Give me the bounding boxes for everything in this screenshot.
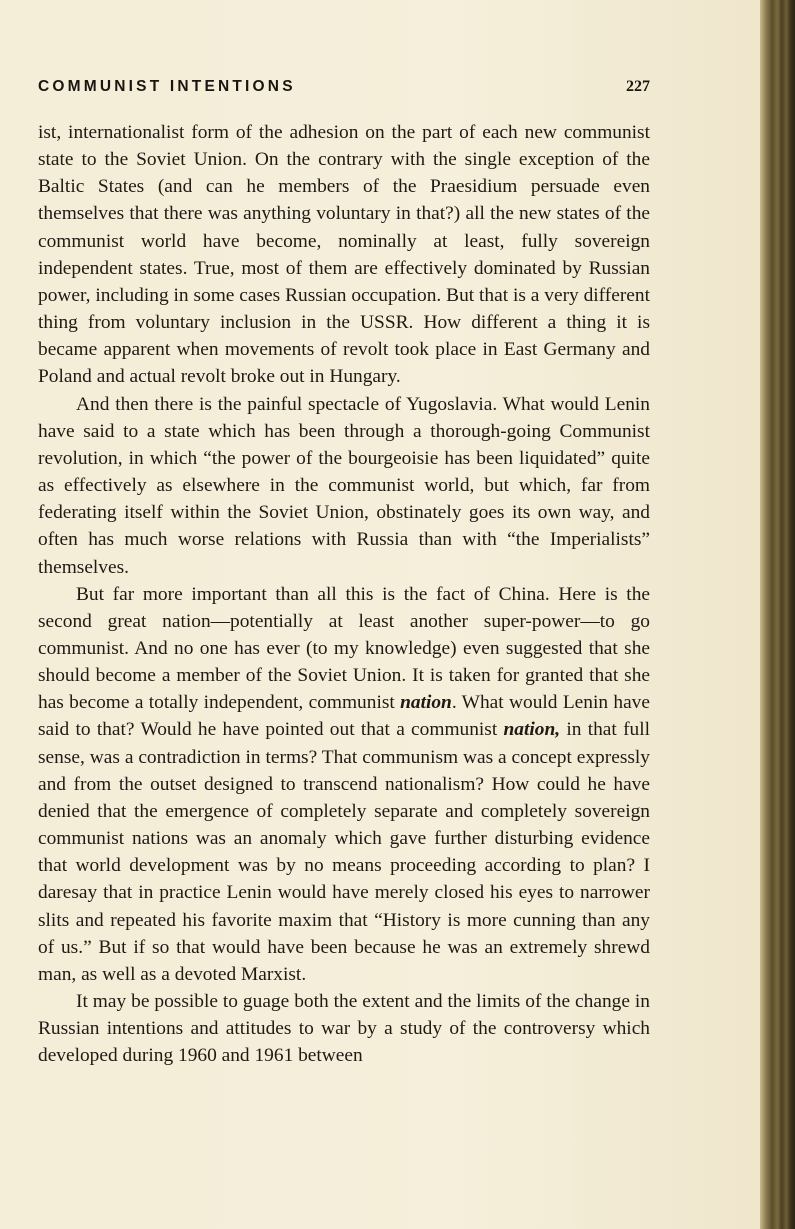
paragraph-3-part-a: But far more important than all this is the fact of China. Here is the second great nation—potentially at least another super-power—to go communist. And no one has ever (to my knowledge) even suggested that she should become a member of the Soviet Union. It is taken for granted that she has become a totally independent, communist <box>38 583 650 714</box>
page-number: 227 <box>626 78 650 95</box>
paragraph-3-part-c: in that full sense, was a contradiction in terms? That communism was a concept expressly and from the outset designed to transcend nationalism? How could he have denied that the emergence of completely separate and completely sovereign communist nations was an anomaly which gave further disturbing evidence that world development was by no means proceeding according to plan? I daresay that in practice Lenin would have merely closed his eyes to narrower slits and repeated his favorite maxim that “History is more cunning than any of us.” But if so that would have been because he was an extremely shrewd man, as well as a devoted Marxist. <box>38 719 650 985</box>
paragraph-3-part-b: . What would Lenin have said to that? Would he have pointed out that a communist <box>38 692 650 741</box>
paragraph-1: ist, internationalist form of the adhesion on the part of each new communist state to the Soviet Union. On the contrary with the single exception of the Baltic States (and can he members of the Praesidium persuade even themselves that there was anything voluntary in that?) all the new states of the communist world have become, nominally at least, fully sovereign independent states. True, most of them are effectively dominated by Russian power, including in some cases Russian occupation. But that is a very different thing from voluntary inclusion in the USSR. How different a thing it is became apparent when movements of revolt took place in East Germany and Poland and actual revolt broke out in Hungary. <box>38 122 650 388</box>
emphasis-nation: nation <box>400 692 452 714</box>
paragraph-2: And then there is the painful spectacle of Yugoslavia. What would Lenin have said to a state which has been through a thorough-going Communist revolution, in which “the power of the bourgeoisie has been liquidated” quite as effectively as elsewhere in the communist world, but which, far from federating itself within the Soviet Union, obstinately goes its own way, and often has much worse relations with Russia than with “the Imperialists” themselves. <box>38 393 650 578</box>
paragraph-4: It may be possible to guage both the extent and the limits of the change in Russian intentions and attitudes to war by a study of the controversy which developed during 1960 and 1961 between <box>38 991 650 1067</box>
emphasis-nation-2: nation, <box>503 719 561 741</box>
book-binding-edge <box>760 0 795 1229</box>
paragraph-3 <box>38 581 650 988</box>
body-text <box>38 119 650 1069</box>
running-head <box>38 78 650 100</box>
chapter-title: COMMUNIST INTENTIONS <box>38 78 296 95</box>
